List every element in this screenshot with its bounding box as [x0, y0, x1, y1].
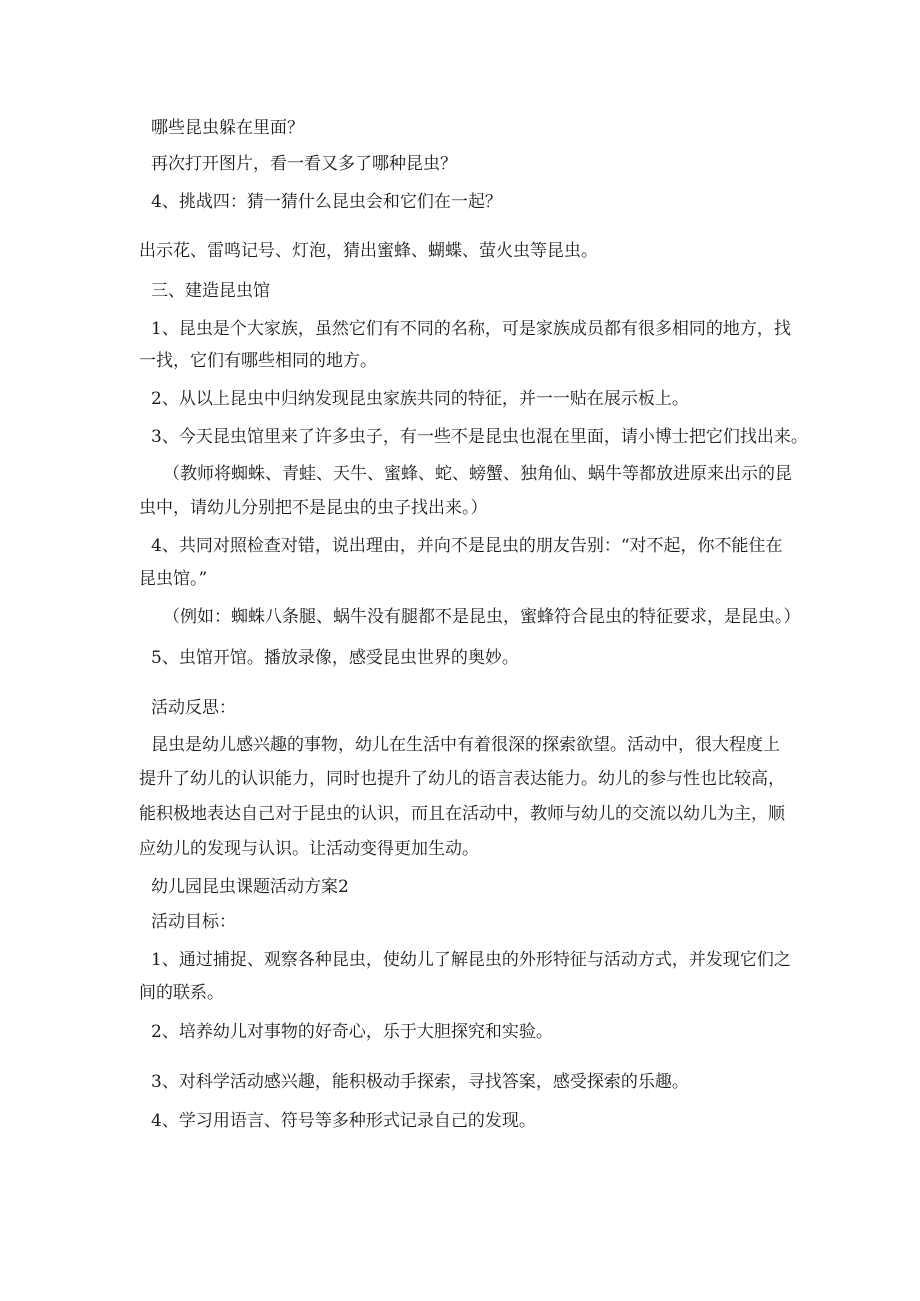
section-heading: 三、建造昆虫馆	[151, 281, 270, 301]
text-line: 再次打开图片，看一看又多了哪种昆虫？	[151, 154, 457, 174]
text-line: 3、对科学活动感兴趣，能积极动手探索，寻找答案，感受探索的乐趣。	[151, 1072, 689, 1092]
section-heading: 活动目标：	[151, 912, 236, 932]
text-line: 提升了幼儿的认识能力，同时也提升了幼儿的语言表达能力。幼儿的参与性也比较高，	[139, 769, 785, 789]
text-line: （教师将蜘蛛、青蛙、天牛、蜜蜂、蛇、螃蟹、独角仙、蜗牛等都放进原来出示的昆	[163, 464, 792, 484]
text-line: 一找，它们有哪些相同的地方。	[139, 351, 377, 371]
text-line: 4、学习用语言、符号等多种形式记录自己的发现。	[151, 1111, 536, 1131]
text-line: 2、从以上昆虫中归纳发现昆虫家族共同的特征，并一一贴在展示板上。	[151, 389, 689, 409]
text-line: 间的联系。	[139, 983, 224, 1003]
text-line: 1、昆虫是个大家族，虽然它们有不同的名称，可是家族成员都有很多相同的地方，找	[151, 319, 791, 339]
text-line: 3、今天昆虫馆里来了许多虫子，有一些不是昆虫也混在里面，请小博士把它们找出来。	[151, 427, 808, 447]
text-line: 能积极地表达自己对于昆虫的认识，而且在活动中，教师与幼儿的交流以幼儿为主，顺	[139, 804, 785, 824]
text-line: 应幼儿的发现与认识。让活动变得更加生动。	[139, 839, 479, 859]
text-line: 出示花、雷鸣记号、灯泡，猜出蜜蜂、蝴蝶、萤火虫等昆虫。	[139, 241, 598, 261]
text-line: 1、通过捕捉、观察各种昆虫，使幼儿了解昆虫的外形特征与活动方式，并发现它们之	[151, 950, 791, 970]
text-line: 5、虫馆开馆。播放录像，感受昆虫世界的奥妙。	[151, 648, 519, 668]
section-heading: 幼儿园昆虫课题活动方案2	[151, 877, 349, 897]
text-line: 昆虫馆。”	[139, 569, 208, 589]
text-line: （例如：蜘蛛八条腿、蜗牛没有腿都不是昆虫，蜜蜂符合昆虫的特征要求，是昆虫。）	[163, 607, 801, 627]
text-line: 虫中，请幼儿分别把不是昆虫的虫子找出来。）	[139, 498, 488, 518]
text-line: 4、共同对照检查对错，说出理由，并向不是昆虫的朋友告别：“对不起，你不能住在	[151, 536, 783, 556]
section-heading: 活动反思：	[151, 698, 236, 718]
text-line: 昆虫是幼儿感兴趣的事物，幼儿在生活中有着很深的探索欲望。活动中，很大程度上	[151, 735, 780, 755]
text-line: 2、培养幼儿对事物的好奇心，乐于大胆探究和实验。	[151, 1022, 553, 1042]
text-line: 4、挑战四：猜一猜什么昆虫会和它们在一起？	[151, 192, 502, 212]
text-line: 哪些昆虫躲在里面？	[151, 118, 304, 138]
